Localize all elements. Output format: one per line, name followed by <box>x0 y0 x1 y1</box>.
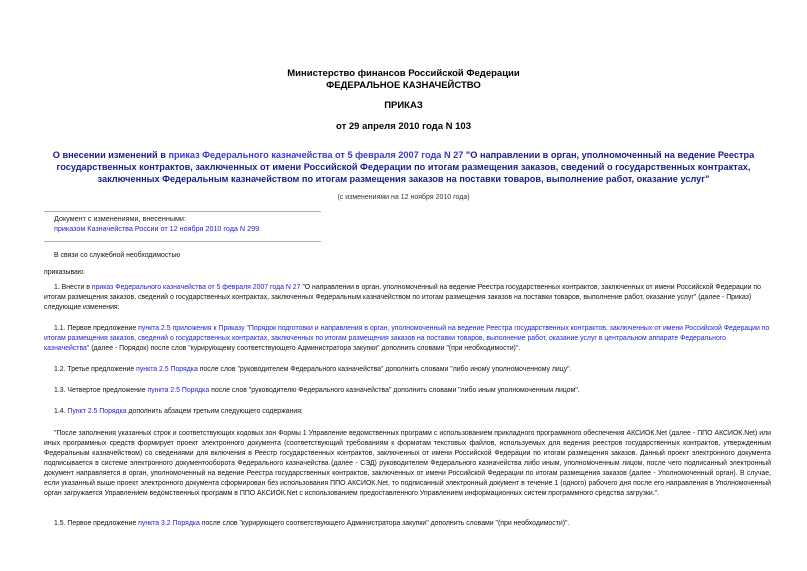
document-date-number: от 29 апреля 2010 года N 103 <box>336 121 471 132</box>
amend-box-link[interactable]: приказом Казначейства России от 12 ноября 2010 года N 299. <box>54 224 262 233</box>
paragraph-1-5 <box>44 519 771 529</box>
p14-clause-link[interactable]: Пункт 2.5 Порядка <box>67 408 127 415</box>
p11-text-a: 1.1. Первое предложение <box>54 325 139 332</box>
p12-clause-link[interactable]: пункта 2.5 Порядка <box>136 366 198 373</box>
p13-text-b: после слов "руководителю Федерального казначейства" дополнить словами "либо иным уполномоченным лицом". <box>209 387 580 394</box>
p12-text-a: 1.2. Третье предложение <box>54 366 137 373</box>
document-type: ПРИКАЗ <box>384 100 423 111</box>
title-order-link[interactable]: приказ Федерального казначейства от 5 февраля 2007 года N 27 <box>168 150 464 160</box>
title-prefix: О внесении изменений в <box>52 150 169 160</box>
p1-text-b: "О направлении в орган, уполномоченный на ведение Реестра государственных контрактов, заключенных от имени Российской Федерации по итогам размещения заказов, сведений о государственных контрактах, заключенных Федеральным казначейством по итогам размещения заказов на поставки товаров, выполнение работ, оказание услуг" (далее - Приказ) следующие изменения: <box>44 284 761 311</box>
p13-clause-link[interactable]: пункта 2.5 Порядка <box>147 387 210 394</box>
changes-note: (с изменениями на 12 ноября 2010 года) <box>337 194 470 201</box>
p13-text-a: 1.3. Четвертое предложение <box>54 387 148 394</box>
paragraph-1 <box>44 283 771 313</box>
title-suffix: "О направлении в орган, уполномоченный на ведение Реестра государственных контрактов, заключенных от имени Российской Федерации по итогам размещения заказов, сведений о государственных контрактах, заключенных Федеральным казначейством по итогам размещения заказов на поставки товаров, выполнение работ, оказание услуг" <box>56 150 755 184</box>
paragraph-1-1 <box>44 324 771 354</box>
p11-text-b: (далее - Порядок) после слов "курирующему соответствующего Администратора закупки" дополнить словами "(при необходимости)". <box>89 345 521 352</box>
ministry-name: Министерство финансов Российской Федерации <box>287 68 520 79</box>
p15-clause-link[interactable]: пункта 3.2 Порядка <box>138 520 200 527</box>
p15-text-b: после слов "курирующего соответствующего Администратора закупки" дополнить словами "(при необходимости)". <box>199 520 570 527</box>
paragraph-1-2 <box>44 365 771 375</box>
p15-text-a: 1.5. Первое предложение <box>54 520 139 527</box>
p1-order-link[interactable]: приказ Федерального казначейства от 5 февраля 2007 года N 27 <box>91 284 301 291</box>
document-title <box>44 149 763 185</box>
amend-box-label: Документ с изменениями, внесенными: <box>54 214 186 223</box>
paragraph-1-4-quote: "После заполнения указанных строк и соответствующих кодовых зон Формы 1 Управление ведомственных программ с использованием прикладного программного обеспечения АКСИОК.Net (далее - ППО АКСИОК.Net) или иных программных средств формирует проект электронного документа (соответствующий требованиям к форматам текстовых файлов, используемых для ведения реестров государственных контрактов, утвержденным Федеральным казначейством) со сведениями для включения в Реестр государственных контрактов, заключенных от имени Российской Федерации по итогам размещения заказов. Данный проект электронного документа подписывается в системе электронного документооборота Федерального казначейства (далее - СЭД) руководителем Федерального казначейства либо иным, уполномоченным лицом, после чего подписанный электронный документ направляется в орган, уполномоченный на ведение Реестра государственных контрактов, заключенных от имени Российской Федерации по итогам размещения заказов (далее - Уполномоченный орган). В случае, если указанный выше проект электронного документа сформирован без использования ППО АКСИОК.Net, то подписанный электронный документ в течение 1 (одного) рабочего дня после его направления в Уполномоченный орган загружается Управлением ведомственных программ в ППО АКСИОК.Net с использованием предоставленного Управлением информационных систем программного средства загрузки.". <box>44 430 771 497</box>
paragraph-order: приказываю: <box>44 269 85 276</box>
p11-procedure-link[interactable]: пункта 2.5 приложения к Приказу "Порядок подготовки и направления в орган, уполномоченный на ведение Реестра государственных контрактов, заключенных от имени Российской Федерации по итогам размещения заказов, сведений о государственных контрактах, заключенных по итогам размещения заказов на поставки товаров, выполнение работ, оказание услуг в центральном аппарате Федерального казначейства" <box>44 325 770 352</box>
p14-text-a: 1.4. <box>54 408 68 415</box>
treasury-name: ФЕДЕРАЛЬНОЕ КАЗНАЧЕЙСТВО <box>326 80 481 91</box>
paragraph-intro: В связи со служебной необходимостью <box>54 252 181 259</box>
paragraph-1-4 <box>44 407 771 417</box>
amend-box-bottom-divider <box>44 241 321 242</box>
p14-text-b: дополнить абзацем третьим следующего содержания: <box>126 408 303 415</box>
paragraph-1-3 <box>44 386 771 396</box>
amend-box-top-divider <box>44 211 321 212</box>
p1-text-a: 1. Внести в <box>54 284 92 291</box>
p12-text-b: после слов "руководителем Федерального казначейства" дополнить словами "либо иному уполномоченному лицу". <box>197 366 572 373</box>
